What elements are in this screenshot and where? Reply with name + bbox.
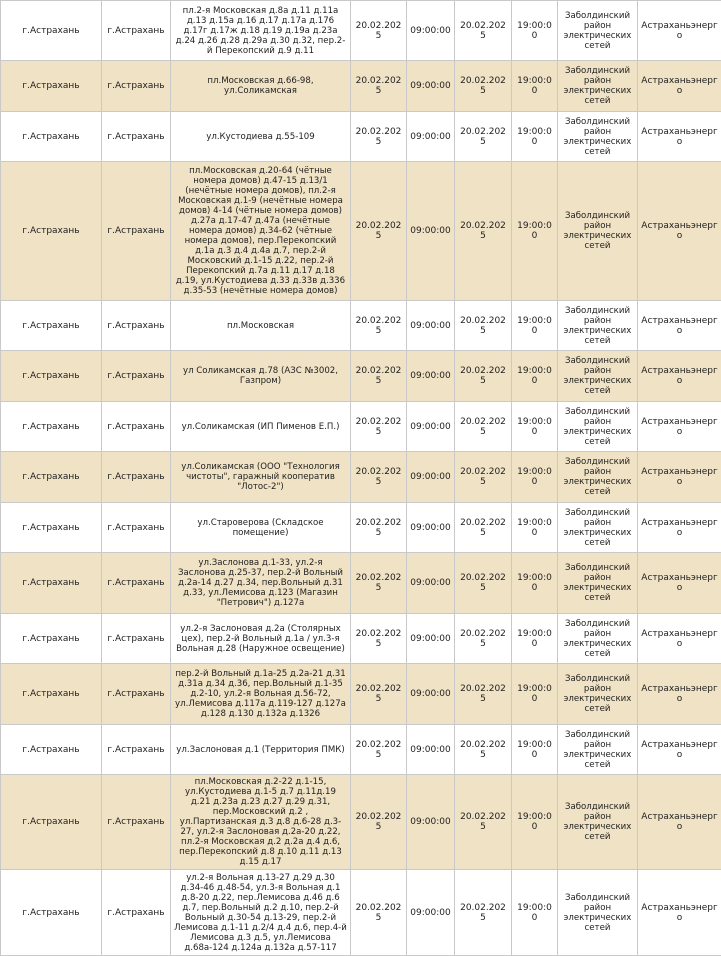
start-date-cell: 20.02.2025 xyxy=(351,351,407,402)
organization-cell: Астраханьэнерго xyxy=(638,162,721,301)
organization-cell: Астраханьэнерго xyxy=(638,725,721,775)
start-date-cell: 20.02.2025 xyxy=(351,112,407,162)
start-time-cell: 09:00:00 xyxy=(407,553,455,614)
table-row xyxy=(1,870,721,956)
address-cell: ул.Соликамская (ООО "Технология чистоты", гаражный кооператив "Лотос-2") xyxy=(171,452,351,503)
locality-cell: г.Астрахань xyxy=(1,503,102,553)
organization-cell: Астраханьэнерго xyxy=(638,301,721,351)
district-cell: Заболдинский район электрических сетей xyxy=(558,162,638,301)
end-date-cell: 20.02.2025 xyxy=(455,452,512,503)
end-date-cell: 20.02.2025 xyxy=(455,614,512,664)
end-date-cell: 20.02.2025 xyxy=(455,775,512,870)
organization-cell: Астраханьэнерго xyxy=(638,402,721,452)
table-row xyxy=(1,1,721,61)
settlement-cell: г.Астрахань xyxy=(102,351,171,402)
table-row xyxy=(1,351,721,402)
district-cell: Заболдинский район электрических сетей xyxy=(558,61,638,112)
table-row xyxy=(1,614,721,664)
end-date-cell: 20.02.2025 xyxy=(455,503,512,553)
settlement-cell: г.Астрахань xyxy=(102,61,171,112)
locality-cell: г.Астрахань xyxy=(1,351,102,402)
address-cell: ул.2-я Заслоновая д.2а (Столярных цех), пер.2-й Вольный д.1а / ул.3-я Вольная д.28 (Наружное освещение) xyxy=(171,614,351,664)
locality-cell: г.Астрахань xyxy=(1,402,102,452)
organization-cell: Астраханьэнерго xyxy=(638,775,721,870)
settlement-cell: г.Астрахань xyxy=(102,775,171,870)
address-cell: пл.2-я Московская д.8а д.11 д.11а д.13 д.15а д.16 д.17 д.17а д.176 д.17г д.17ж д.18 д.19 д.19а д.23а д.24 д.26 д.28 д.29а д.30 д.32, пер.2-й Перекопский д.9 д.11 xyxy=(171,1,351,61)
settlement-cell: г.Астрахань xyxy=(102,870,171,956)
settlement-cell: г.Астрахань xyxy=(102,664,171,725)
start-date-cell: 20.02.2025 xyxy=(351,503,407,553)
address-cell: пер.2-й Вольный д.1а-25 д.2а-21 д.31 д.31а д.34 д.36, пер.Вольный д.1-35 д.2-10, ул.2-я Вольная д.56-72, ул.Лемисова д.117а д.119-127 д.127а д.128 д.130 д.132а д.1326 xyxy=(171,664,351,725)
start-date-cell: 20.02.2025 xyxy=(351,614,407,664)
end-time-cell: 19:00:00 xyxy=(512,664,558,725)
locality-cell: г.Астрахань xyxy=(1,61,102,112)
end-date-cell: 20.02.2025 xyxy=(455,351,512,402)
locality-cell: г.Астрахань xyxy=(1,725,102,775)
end-time-cell: 19:00:00 xyxy=(512,503,558,553)
settlement-cell: г.Астрахань xyxy=(102,301,171,351)
settlement-cell: г.Астрахань xyxy=(102,162,171,301)
address-cell: пл.Московская xyxy=(171,301,351,351)
end-date-cell: 20.02.2025 xyxy=(455,664,512,725)
settlement-cell: г.Астрахань xyxy=(102,553,171,614)
table-row xyxy=(1,402,721,452)
table-row xyxy=(1,664,721,725)
district-cell: Заболдинский район электрических сетей xyxy=(558,503,638,553)
start-date-cell: 20.02.2025 xyxy=(351,664,407,725)
address-cell: ул Соликамская д.78 (АЗС №3002, Газпром) xyxy=(171,351,351,402)
start-time-cell: 09:00:00 xyxy=(407,503,455,553)
start-date-cell: 20.02.2025 xyxy=(351,725,407,775)
organization-cell: Астраханьэнерго xyxy=(638,452,721,503)
end-date-cell: 20.02.2025 xyxy=(455,301,512,351)
settlement-cell: г.Астрахань xyxy=(102,503,171,553)
address-cell: ул.2-я Вольная д.13-27 д.29 д.30 д.34-46 д.48-54, ул.3-я Вольная д.1 д.8-20 д.22, пер.Лемисова д.46 д.6 д.7, пер.Вольный д.2 д.10, пер.2-й Вольный д.30-54 д.13-29, пер.2-й Лемисова д.1-11 д.2/4 д.4 д.6, пер.4-й Лемисова д.3 д.5, ул.Лемисова д.68а-124 д.124а д.132а д.57-117 xyxy=(171,870,351,956)
district-cell: Заболдинский район электрических сетей xyxy=(558,725,638,775)
address-cell: ул.Заслоновая д.1 (Территория ПМК) xyxy=(171,725,351,775)
table-row xyxy=(1,452,721,503)
start-date-cell: 20.02.2025 xyxy=(351,775,407,870)
organization-cell: Астраханьэнерго xyxy=(638,870,721,956)
end-time-cell: 19:00:00 xyxy=(512,870,558,956)
locality-cell: г.Астрахань xyxy=(1,614,102,664)
end-time-cell: 19:00:00 xyxy=(512,1,558,61)
start-time-cell: 09:00:00 xyxy=(407,112,455,162)
start-date-cell: 20.02.2025 xyxy=(351,402,407,452)
end-date-cell: 20.02.2025 xyxy=(455,725,512,775)
organization-cell: Астраханьэнерго xyxy=(638,553,721,614)
end-date-cell: 20.02.2025 xyxy=(455,870,512,956)
district-cell: Заболдинский район электрических сетей xyxy=(558,452,638,503)
locality-cell: г.Астрахань xyxy=(1,1,102,61)
organization-cell: Астраханьэнерго xyxy=(638,503,721,553)
end-date-cell: 20.02.2025 xyxy=(455,1,512,61)
locality-cell: г.Астрахань xyxy=(1,775,102,870)
start-time-cell: 09:00:00 xyxy=(407,402,455,452)
district-cell: Заболдинский район электрических сетей xyxy=(558,351,638,402)
table-row xyxy=(1,61,721,112)
end-date-cell: 20.02.2025 xyxy=(455,553,512,614)
start-time-cell: 09:00:00 xyxy=(407,870,455,956)
settlement-cell: г.Астрахань xyxy=(102,614,171,664)
end-time-cell: 19:00:00 xyxy=(512,452,558,503)
district-cell: Заболдинский район электрических сетей xyxy=(558,553,638,614)
start-time-cell: 09:00:00 xyxy=(407,351,455,402)
table-row xyxy=(1,162,721,301)
table-row xyxy=(1,301,721,351)
end-date-cell: 20.02.2025 xyxy=(455,162,512,301)
start-time-cell: 09:00:00 xyxy=(407,301,455,351)
district-cell: Заболдинский район электрических сетей xyxy=(558,775,638,870)
start-date-cell: 20.02.2025 xyxy=(351,61,407,112)
address-cell: ул.Кустодиева д.55-109 xyxy=(171,112,351,162)
table-row xyxy=(1,112,721,162)
organization-cell: Астраханьэнерго xyxy=(638,61,721,112)
settlement-cell: г.Астрахань xyxy=(102,112,171,162)
end-time-cell: 19:00:00 xyxy=(512,112,558,162)
organization-cell: Астраханьэнерго xyxy=(638,614,721,664)
table-row xyxy=(1,725,721,775)
outage-table-body xyxy=(1,1,721,956)
locality-cell: г.Астрахань xyxy=(1,162,102,301)
district-cell: Заболдинский район электрических сетей xyxy=(558,870,638,956)
start-time-cell: 09:00:00 xyxy=(407,664,455,725)
start-date-cell: 20.02.2025 xyxy=(351,553,407,614)
organization-cell: Астраханьэнерго xyxy=(638,112,721,162)
end-time-cell: 19:00:00 xyxy=(512,402,558,452)
end-time-cell: 19:00:00 xyxy=(512,725,558,775)
address-cell: ул.Староверова (Складское помещение) xyxy=(171,503,351,553)
address-cell: пл.Московская д.20-64 (чётные номера домов) д.47-15 д.13/1 (нечётные номера домов), пл.2-я Московская д.1-9 (нечётные номера домов) 4-14 (чётные номера домов) д.27а д.17-47 д.47а (нечётные номера домов) д.34-62 (чётные номера домов), пер.Перекопский д.1а д.3 д.4 д.4а д.7, пер.2-й Московский д.1-15 д.22, пер.2-й Перекопский д.7а д.11 д.17 д.18 д.19, ул.Кустодиева д.33 д.33в д.336 д.35-53 (нечётные номера домов) xyxy=(171,162,351,301)
organization-cell: Астраханьэнерго xyxy=(638,1,721,61)
locality-cell: г.Астрахань xyxy=(1,112,102,162)
start-time-cell: 09:00:00 xyxy=(407,614,455,664)
district-cell: Заболдинский район электрических сетей xyxy=(558,402,638,452)
district-cell: Заболдинский район электрических сетей xyxy=(558,112,638,162)
organization-cell: Астраханьэнерго xyxy=(638,664,721,725)
settlement-cell: г.Астрахань xyxy=(102,1,171,61)
district-cell: Заболдинский район электрических сетей xyxy=(558,1,638,61)
start-date-cell: 20.02.2025 xyxy=(351,1,407,61)
start-time-cell: 09:00:00 xyxy=(407,725,455,775)
table-row xyxy=(1,775,721,870)
end-time-cell: 19:00:00 xyxy=(512,61,558,112)
district-cell: Заболдинский район электрических сетей xyxy=(558,614,638,664)
address-cell: ул.Соликамская (ИП Пименов Е.П.) xyxy=(171,402,351,452)
settlement-cell: г.Астрахань xyxy=(102,402,171,452)
start-time-cell: 09:00:00 xyxy=(407,775,455,870)
locality-cell: г.Астрахань xyxy=(1,664,102,725)
start-date-cell: 20.02.2025 xyxy=(351,162,407,301)
start-date-cell: 20.02.2025 xyxy=(351,301,407,351)
address-cell: пл.Московская д.66-98, ул.Соликамская xyxy=(171,61,351,112)
end-date-cell: 20.02.2025 xyxy=(455,61,512,112)
start-time-cell: 09:00:00 xyxy=(407,452,455,503)
start-time-cell: 09:00:00 xyxy=(407,61,455,112)
settlement-cell: г.Астрахань xyxy=(102,452,171,503)
end-time-cell: 19:00:00 xyxy=(512,162,558,301)
table-row xyxy=(1,553,721,614)
table-row xyxy=(1,503,721,553)
start-date-cell: 20.02.2025 xyxy=(351,452,407,503)
district-cell: Заболдинский район электрических сетей xyxy=(558,301,638,351)
locality-cell: г.Астрахань xyxy=(1,553,102,614)
end-time-cell: 19:00:00 xyxy=(512,301,558,351)
end-time-cell: 19:00:00 xyxy=(512,775,558,870)
end-time-cell: 19:00:00 xyxy=(512,553,558,614)
locality-cell: г.Астрахань xyxy=(1,301,102,351)
settlement-cell: г.Астрахань xyxy=(102,725,171,775)
address-cell: ул.Заслонова д.1-33, ул.2-я Заслонова д.25-37, пер.2-й Вольный д.2а-14 д.27 д.34, пер.Вольный д.31 д.33, ул.Лемисова д.123 (Магазин "Петрович") д.127а xyxy=(171,553,351,614)
start-date-cell: 20.02.2025 xyxy=(351,870,407,956)
end-time-cell: 19:00:00 xyxy=(512,351,558,402)
end-time-cell: 19:00:00 xyxy=(512,614,558,664)
organization-cell: Астраханьэнерго xyxy=(638,351,721,402)
end-date-cell: 20.02.2025 xyxy=(455,112,512,162)
start-time-cell: 09:00:00 xyxy=(407,162,455,301)
locality-cell: г.Астрахань xyxy=(1,870,102,956)
address-cell: пл.Московская д.2-22 д.1-15, ул.Кустодиева д.1-5 д.7 д.11д.19 д.21 д.23а д.23 д.27 д.29 д.31, пер.Московский д.2 , ул.Партизанская д.3 д.8 д.6-28 д.3-27, ул.2-я Заслоновая д.2а-20 д.22, пл.2-я Московская д.2 д.2а д.4 д.6, пер.Перекопский д.8 д.10 д.11 д.13 д.15 д.17 xyxy=(171,775,351,870)
locality-cell: г.Астрахань xyxy=(1,452,102,503)
district-cell: Заболдинский район электрических сетей xyxy=(558,664,638,725)
end-date-cell: 20.02.2025 xyxy=(455,402,512,452)
start-time-cell: 09:00:00 xyxy=(407,1,455,61)
